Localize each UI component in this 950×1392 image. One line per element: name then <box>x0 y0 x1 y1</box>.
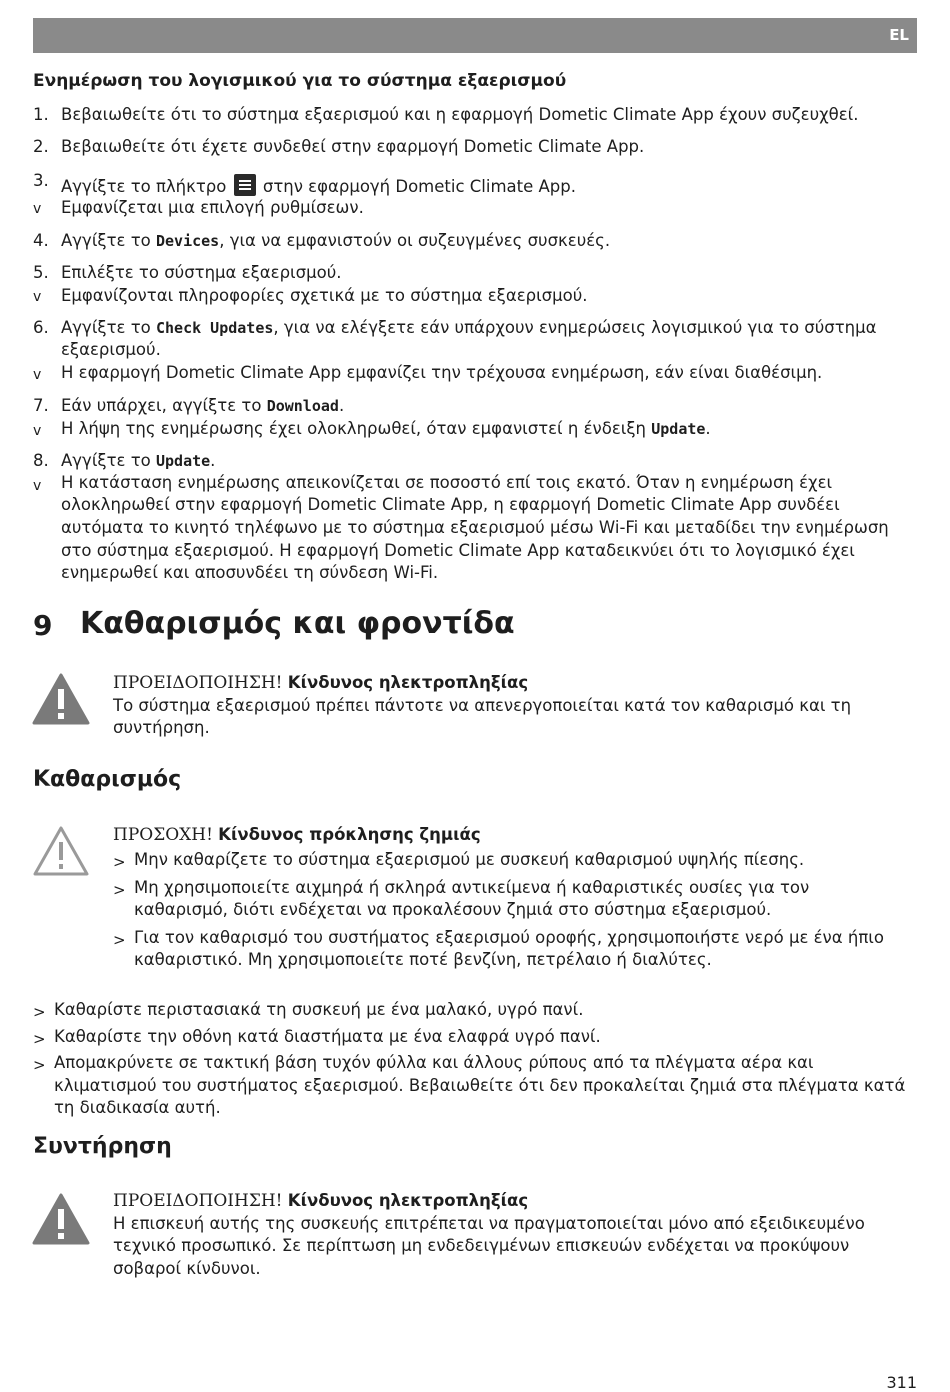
update-heading: Ενημέρωση του λογισμικού για το σύστημα εξαερισμού <box>33 71 567 91</box>
page-number: 311 <box>886 1373 917 1392</box>
warning-electric-shock-maintenance <box>113 1190 923 1280</box>
step-text-after: , για να ελέγξετε εάν υπάρχουν ενημερώσεις λογισμικού για το σύστημα <box>273 318 877 337</box>
step-text <box>61 450 921 473</box>
bullet-mark: > <box>33 1056 46 1074</box>
section-title-cleaning: Καθαρισμός <box>33 767 182 792</box>
warning-text-line: συντήρηση. <box>113 718 210 737</box>
caution-title: Κίνδυνος πρόκλησης ζημιάς <box>218 825 481 844</box>
result-mark: v <box>33 367 42 383</box>
step-result-line: ολοκληρωθεί στην εφαρμογή Dometic Climate App, η εφαρμογή Dometic Climate App συνδέει <box>61 495 840 514</box>
step-text-after: στην εφαρμογή Dometic Climate App. <box>262 177 576 196</box>
bullet-mark: > <box>33 1003 46 1021</box>
step-text-before: Αγγίξτε το <box>61 231 151 250</box>
warning-text-line: Το σύστημα εξαερισμού πρέπει πάντοτε να απενεργοποιείται κατά τον καθαρισμό και τη <box>113 695 852 715</box>
caution-triangle-icon <box>31 824 91 878</box>
signal-word: ΠΡΟΕΙΔΟΠΟΙΗΣΗ! <box>113 1191 283 1211</box>
bullet-mark: > <box>33 1030 46 1048</box>
language-code: EL <box>889 26 909 44</box>
warning-text-line: Η επισκευή αυτής της συσκευής επιτρέπεται να πραγματοποιείται μόνο από εξειδικευμένο <box>113 1213 865 1233</box>
step-text-line2: εξαερισμού. <box>61 340 161 359</box>
cleaning-bullet-line: Καθαρίστε την οθόνη κατά διαστήματα με ένα ελαφρά υγρό πανί. <box>54 1027 601 1046</box>
step-text-before: Αγγίξτε το <box>61 318 151 337</box>
step-result-line: ενημερωθεί και αποσυνδέει τη σύνδεση Wi-Fi. <box>61 563 439 582</box>
result-text-before: Η λήψη της ενημέρωσης έχει ολοκληρωθεί, όταν εμφανιστεί η ένδειξη <box>61 419 646 438</box>
step-result-line: στο σύστημα εξαερισμού. Η εφαρμογή Dometic Climate App καταδεικνύει ότι το λογισμικό έχει <box>61 541 855 560</box>
step-result <box>61 418 921 441</box>
ui-code-check-updates: Check Updates <box>155 319 274 337</box>
caution-damage <box>113 824 923 847</box>
step-result: Εμφανίζονται πληροφορίες σχετικά με το σύστημα εξαερισμού. <box>61 286 588 305</box>
step-text <box>61 230 921 253</box>
ui-code-update: Update <box>651 420 706 438</box>
caution-bullet-line: καθαρισμό, διότι ενδέχεται να προκαλέσουν ζημιά στο σύστημα εξαερισμού. <box>134 900 772 919</box>
signal-word: ΠΡΟΕΙΔΟΠΟΙΗΣΗ! <box>113 673 283 693</box>
header-bar <box>33 18 917 53</box>
step-text <box>61 317 921 340</box>
step-result-line: Η κατάσταση ενημέρωσης απεικονίζεται σε ποσοστό επί τοις εκατό. Όταν η ενημέρωση έχει <box>61 473 833 492</box>
result-text-after: . <box>705 419 711 438</box>
warning-text-line: σοβαροί κίνδυνοι. <box>113 1258 261 1278</box>
step-text-before: Εάν υπάρχει, αγγίξτε το <box>61 396 262 415</box>
step-number: 8. <box>33 451 49 470</box>
step-number: 7. <box>33 396 49 415</box>
section-title-maintenance: Συντήρηση <box>33 1134 172 1159</box>
ui-code-download: Download <box>266 397 339 415</box>
step-number: 5. <box>33 263 49 282</box>
step-text: Βεβαιωθείτε ότι το σύστημα εξαερισμού και η εφαρμογή Dometic Climate App έχουν συζευχθεί. <box>61 105 859 124</box>
step-text: Επιλέξτε το σύστημα εξαερισμού. <box>61 263 342 282</box>
caution-bullet-line: Μη χρησιμοποιείτε αιχμηρά ή σκληρά αντικείμενα ή καθαριστικές ουσίες για τον <box>134 878 810 897</box>
step-text <box>61 174 921 199</box>
caution-bullet-line: Για τον καθαρισμό του συστήματος εξαερισμού οροφής, χρησιμοποιήστε νερό με ένα ήπιο <box>134 928 884 947</box>
step-text <box>61 395 921 418</box>
step-text: Βεβαιωθείτε ότι έχετε συνδεθεί στην εφαρμογή Dometic Climate App. <box>61 137 645 156</box>
bullet-mark: > <box>113 853 126 871</box>
caution-bullet-line: καθαριστικό. Μη χρησιμοποιείτε ποτέ βενζίνη, πετρέλαιο ή διαλύτες. <box>134 950 712 969</box>
step-text-before: Αγγίξτε το πλήκτρο <box>61 177 227 196</box>
step-text-after: , για να εμφανιστούν οι συζευγμένες συσκευές. <box>219 231 611 250</box>
step-text-after: . <box>338 396 345 415</box>
step-text-before: Αγγίξτε το <box>61 451 151 470</box>
step-number: 6. <box>33 318 49 337</box>
step-result: Εμφανίζεται μια επιλογή ρυθμίσεων. <box>61 198 364 217</box>
result-mark: v <box>33 478 42 494</box>
step-number: 2. <box>33 137 49 156</box>
ui-code-update: Update <box>155 452 211 470</box>
step-text-after: . <box>210 451 216 470</box>
result-mark: v <box>33 423 42 439</box>
chapter-title: Καθαρισμός και φροντίδα <box>80 606 515 641</box>
step-number: 1. <box>33 105 49 124</box>
step-number: 3. <box>33 171 49 190</box>
warning-triangle-icon <box>31 672 91 726</box>
cleaning-bullet-line: Καθαρίστε περιστασιακά τη συσκευή με ένα μαλακό, υγρό πανί. <box>54 1000 584 1019</box>
cleaning-bullet-line: κλιματισμού του συστήματος εξαερισμού. Βεβαιωθείτε ότι δεν προκαλείται ζημιά στα πλέγματα κατά <box>54 1076 906 1095</box>
warning-title: Κίνδυνος ηλεκτροπληξίας <box>287 1191 529 1210</box>
chapter-number: 9 <box>33 609 53 642</box>
step-result: Η εφαρμογή Dometic Climate App εμφανίζει την τρέχουσα ενημέρωση, εάν είναι διαθέσιμη. <box>61 363 823 382</box>
result-mark: v <box>33 201 42 217</box>
step-result-line: αυτόματα το κινητό τηλέφωνο με το σύστημα εξαερισμού μέσω Wi-Fi και μεταδίδει την ενημέρωση <box>61 518 889 537</box>
signal-word: ΠΡΟΣΟΧΗ! <box>113 825 213 845</box>
bullet-mark: > <box>113 881 126 899</box>
ui-code-devices: Devices <box>155 232 220 250</box>
warning-triangle-icon <box>31 1192 91 1246</box>
warning-text-line: τεχνικό προσωπικό. Σε περίπτωση μη ενδεδειγμένων επισκευών ενδέχεται να προκύψουν <box>113 1236 850 1255</box>
cleaning-bullet-line: τη διαδικασία αυτή. <box>54 1098 221 1117</box>
warning-electric-shock <box>113 672 923 740</box>
bullet-mark: > <box>113 931 126 949</box>
warning-title: Κίνδυνος ηλεκτροπληξίας <box>287 673 529 692</box>
result-mark: v <box>33 289 42 305</box>
cleaning-bullet-line: Απομακρύνετε σε τακτική βάση τυχόν φύλλα και άλλους ρύπους από τα πλέγματα αέρα και <box>54 1053 814 1072</box>
menu-icon <box>234 174 256 196</box>
step-number: 4. <box>33 231 49 250</box>
caution-bullet-line: Μην καθαρίζετε το σύστημα εξαερισμού με συσκευή καθαρισμού υψηλής πίεσης. <box>134 850 805 869</box>
